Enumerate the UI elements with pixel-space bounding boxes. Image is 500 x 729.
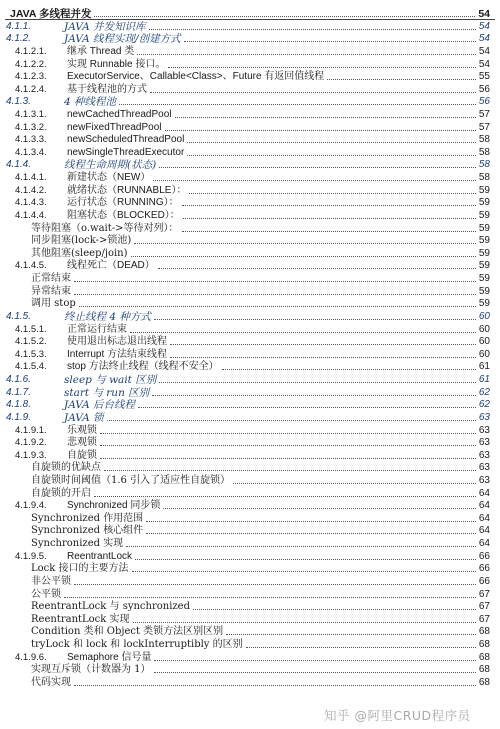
toc-entry-number: 4.1.5. [6,310,32,322]
toc-entry-number: 4.1.5.3. [15,348,47,360]
toc-entry-page: 63 [478,449,490,461]
toc-entry-title: 非公平锁 [31,575,71,587]
toc-entry-page: 57 [478,109,490,120]
toc-entry-title: stop 方法终止线程（线程不安全） [67,361,219,373]
toc-entry-title: newScheduledThreadPool [67,134,185,146]
toc-entry-page: 58 [478,146,490,158]
toc-entry-title: 线程死亡（DEAD） [67,260,155,272]
toc-entry-page: 66 [478,575,490,587]
toc-entry-page: 58 [478,172,490,184]
dot-leader [74,685,476,686]
toc-entry-title: 使用退出标志退出线程 [67,336,167,348]
toc-entry-title: Lock 接口的主要方法 [31,563,129,575]
toc-entry-title: newCachedThreadPool [67,109,172,120]
toc-entry-title: Condition 类和 Object 类锁方法区别区别 [31,626,224,638]
toc-entry-title: 等待阻塞（o.wait->等待对列）： [31,222,179,234]
toc-entry[interactable] [0,674,500,689]
toc-entry-page: 59 [478,273,490,284]
toc-entry-page: 55 [478,71,490,83]
toc-entry-number: 4.1.2.1. [15,45,47,57]
toc-entry-page: 62 [478,399,490,411]
toc-entry-page: 60 [478,323,490,335]
toc-entry-title: ReentrantLock 与 synchronized [31,601,190,613]
toc-entry-page: 66 [478,563,490,575]
toc-entry-title: 阻塞状态（BLOCKED）： [67,209,180,221]
toc-entry-title: newSingleThreadExecutor [67,146,185,158]
toc-entry-number: 4.1.2. [6,33,32,45]
toc-entry-title: 基于线程池的方式 [67,83,147,95]
toc-entry-title: sleep 与 wait 区别 [64,374,157,386]
toc-entry-number: 4.1.4. [6,159,32,171]
toc-entry-page: 60 [478,348,490,360]
toc-entry-number: 4.1.3.1. [15,109,47,120]
toc-entry-page: 67 [478,601,490,613]
toc-entry-page: 64 [478,487,490,499]
toc-entry-number: 4.1.6. [6,374,32,385]
toc-entry-page: 58 [478,134,490,146]
toc-entry-title: JAVA 并发知识库 [64,20,146,33]
toc-entry-title: 线程生命周期(状态) [64,159,157,172]
toc-entry-title: 自旋锁的开启 [31,487,91,499]
toc-entry-page: 59 [478,285,490,297]
toc-entry-number: 4.1.2.4. [15,83,47,95]
toc-entry-page: 60 [478,336,490,348]
toc-entry-title: 新建状态（NEW） [67,172,151,184]
toc-entry-page: 59 [478,184,490,196]
toc-entry-number: 4.1.3.3. [15,134,47,146]
toc-entry-number: 4.1.2.3. [15,71,47,83]
toc-entry-title: JAVA 多线程并发 [10,8,92,20]
toc-entry-number: 4.1.2.2. [15,58,47,70]
toc-entry-page: 68 [478,639,490,650]
toc-entry-page: 67 [478,613,490,625]
toc-entry-title: Interrupt 方法结束线程 [67,348,168,360]
toc-entry-page: 54 [478,45,490,57]
toc-entry-page: 63 [478,424,490,436]
toc-entry-title: 乐观锁 [67,424,97,436]
toc-entry-title: JAVA 后台线程 [64,399,136,412]
toc-entry-number: 4.1.4.3. [15,197,47,209]
toc-entry-page: 57 [478,121,490,133]
toc-entry-page: 54 [478,8,490,20]
toc-entry-title: tryLock 和 lock 和 lockInterruptibly 的区别 [31,639,243,650]
toc-entry-number: 4.1.5.2. [15,336,47,348]
toc-entry-page: 68 [478,676,490,688]
toc-entry-page: 59 [478,197,490,209]
toc-entry-page: 63 [478,411,490,423]
toc-entry-page: 64 [478,500,490,512]
toc-entry-page: 62 [478,386,490,398]
toc-entry-page: 63 [478,474,490,486]
toc-entry-title: Semaphore 信号量 [67,651,152,663]
toc-entry-title: JAVA 线程实现/创建方式 [64,33,181,46]
toc-entry-title: ReentrantLock 实现 [31,613,130,625]
toc-entry-title: ExecutorService、Callable<Class>、Future 有返回值线程 [67,71,325,83]
toc-entry-title: ReentrantLock [67,550,133,562]
toc-entry-title: 正常结束 [31,273,71,284]
toc-entry-title: Synchronized 同步锁 [67,500,161,512]
toc-entry-page: 64 [478,512,490,524]
toc-entry-number: 4.1.3.2. [15,121,47,133]
toc-entry-title: start 与 run 区别 [64,386,150,399]
toc-entry-title: 公平锁 [31,588,61,600]
toc-entry-number: 4.1.1. [6,20,32,32]
toc-entry-page: 59 [478,235,490,247]
toc-entry-title: 终止线程 4 种方式 [64,310,151,323]
toc-entry-page: 60 [478,310,490,322]
toc-entry-title: 实现互斥锁（计数器为 1） [31,664,151,676]
toc-entry-title: 异常结束 [31,285,71,297]
toc-entry-number: 4.1.5.1. [15,323,47,335]
toc-entry-number: 4.1.8. [6,399,32,411]
toc-entry-title: 悲观锁 [67,437,97,449]
toc-entry-title: 代码实现 [31,676,71,688]
toc-entry-number: 4.1.3.4. [15,146,47,158]
watermark: 知乎 @阿里CRUD程序员 [324,708,471,723]
toc-entry-number: 4.1.9.5. [15,550,47,562]
toc-entry-number: 4.1.9.3. [15,449,47,461]
toc-entry-title: 同步阻塞(lock->锁池) [31,235,132,247]
toc-entry-page: 63 [478,462,490,474]
toc-entry-title: Synchronized 核心组件 [31,525,144,537]
toc-entry-page: 54 [478,20,490,32]
toc-entry-title: 继承 Thread 类 [67,45,135,57]
toc-entry-page: 61 [478,374,490,385]
toc-entry-page: 59 [478,298,490,310]
toc-entry-title: 自旋锁 [67,449,97,461]
toc-entry-number: 4.1.3. [6,96,32,108]
toc-entry-title: 运行状态（RUNNING）： [67,197,179,209]
toc-entry-title: 调用 stop [31,298,76,310]
toc-entry-number: 4.1.9.4. [15,500,47,512]
toc-entry-title: 4 种线程池 [64,96,117,109]
toc-entry-number: 4.1.4.5. [15,260,47,272]
toc-entry-page: 59 [478,222,490,234]
toc-entry-page: 56 [478,96,490,108]
toc-entry-number: 4.1.9. [6,411,32,423]
toc-entry-page: 68 [478,664,490,676]
toc-entry-title: 实现 Runnable 接口。 [67,58,166,70]
toc-entry-number: 4.1.9.6. [15,651,47,663]
toc-entry-page: 59 [478,247,490,259]
toc-entry-number: 4.1.9.2. [15,437,47,449]
toc-entry-page: 64 [478,525,490,537]
toc-entry-page: 67 [478,588,490,600]
toc-entry-page: 59 [478,260,490,272]
toc-entry-title: JAVA 锁 [64,411,104,424]
toc-entry-number: 4.1.4.1. [15,172,47,184]
toc-entry-title: Synchronized 作用范围 [31,512,144,524]
toc-entry-title: 自旋锁的优缺点 [31,462,101,474]
toc-entry-page: 61 [478,361,490,373]
toc-entry-number: 4.1.4.4. [15,209,47,221]
toc-entry-title: 其他阻塞(sleep/join) [31,247,128,259]
toc-entry-page: 64 [478,538,490,549]
toc-entry-page: 59 [478,209,490,221]
toc-entry-page: 54 [478,58,490,70]
toc-entry-page: 63 [478,437,490,449]
toc-entry-number: 4.1.9.1. [15,424,47,436]
toc-entry-title: newFixedThreadPool [67,121,162,133]
toc-entry-page: 66 [478,550,490,562]
toc-entry-title: 正常运行结束 [67,323,127,335]
toc-entry-page: 54 [478,33,490,45]
toc-entry-title: Synchronized 实现 [31,538,124,549]
toc-entry-number: 4.1.5.4. [15,361,47,373]
toc-entry-page: 58 [478,159,490,171]
toc-entry-page: 68 [478,651,490,663]
toc-entry-number: 4.1.7. [6,386,32,398]
toc-entry-page: 56 [478,83,490,95]
toc-entry-title: 自旋锁时间阈值（1.6 引入了适应性自旋锁） [31,474,231,486]
toc-entry-number: 4.1.4.2. [15,184,47,196]
toc-entry-page: 68 [478,626,490,638]
toc-entry-title: 就绪状态（RUNNABLE）： [67,184,187,196]
